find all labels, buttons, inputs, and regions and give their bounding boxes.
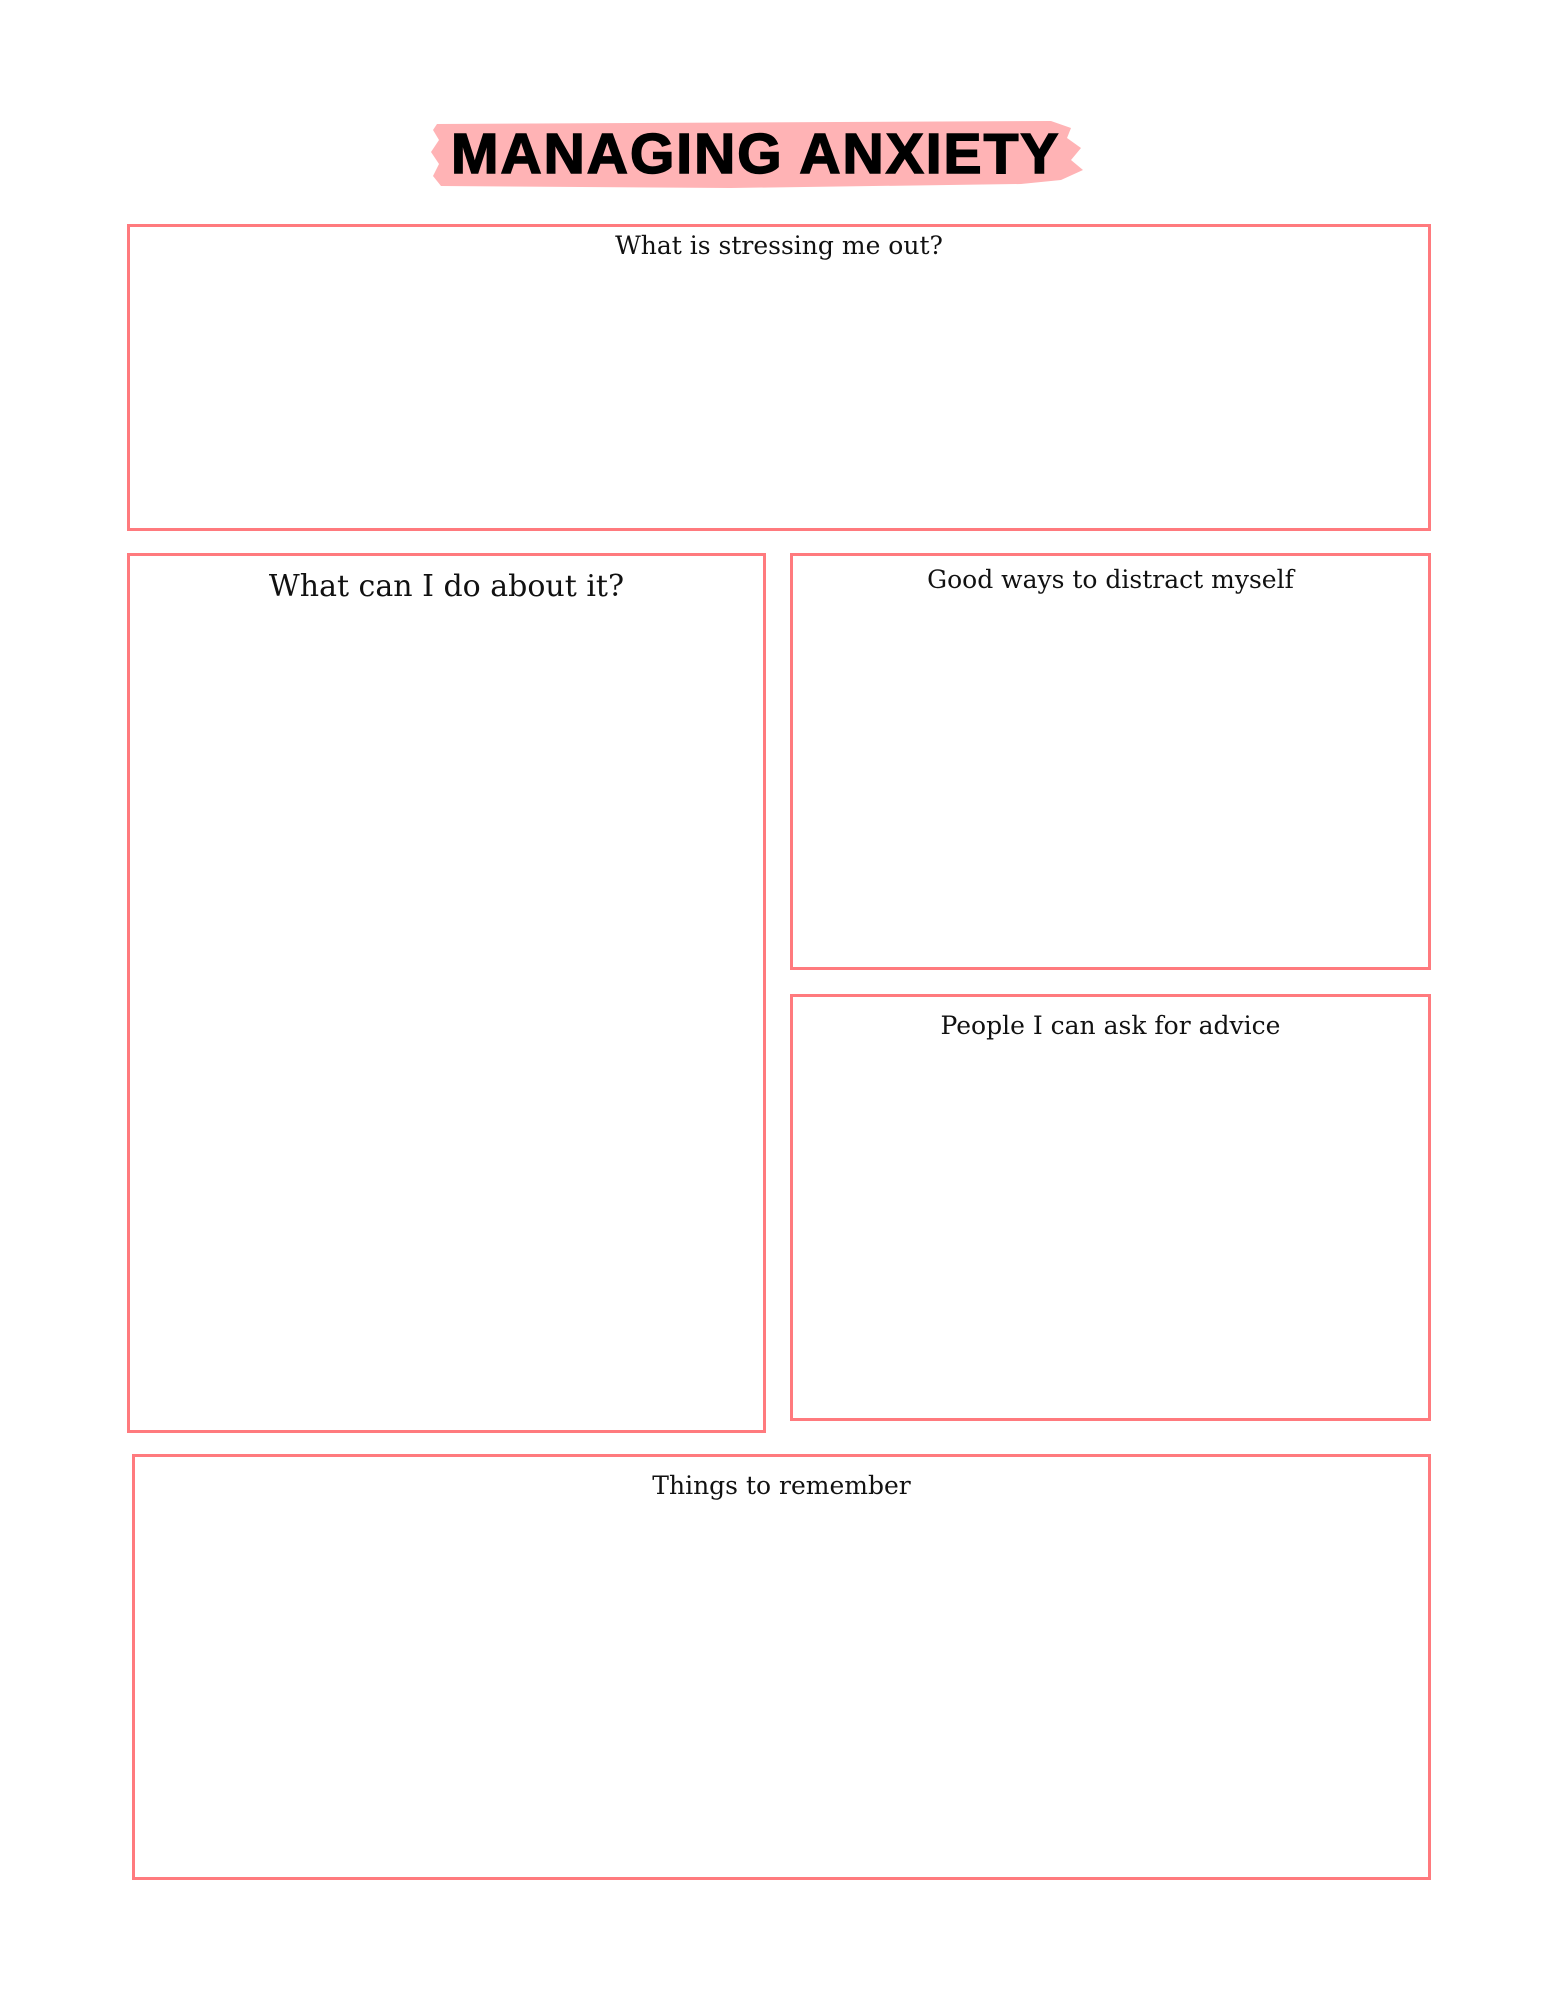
- actions-box[interactable]: [127, 553, 766, 1433]
- distractions-box[interactable]: [790, 553, 1431, 970]
- advice-box[interactable]: [790, 994, 1431, 1421]
- remember-box-label: Things to remember: [652, 1471, 911, 1500]
- remember-box[interactable]: [132, 1454, 1431, 1880]
- distractions-box-label: Good ways to distract myself: [927, 565, 1294, 594]
- stress-box-label: What is stressing me out?: [615, 231, 943, 260]
- advice-box-label: People I can ask for advice: [940, 1011, 1281, 1040]
- stress-box[interactable]: [127, 224, 1431, 531]
- actions-box-label: What can I do about it?: [268, 569, 625, 604]
- page-title: MANAGING ANXIETY: [451, 122, 1061, 186]
- title-banner: [431, 118, 1085, 190]
